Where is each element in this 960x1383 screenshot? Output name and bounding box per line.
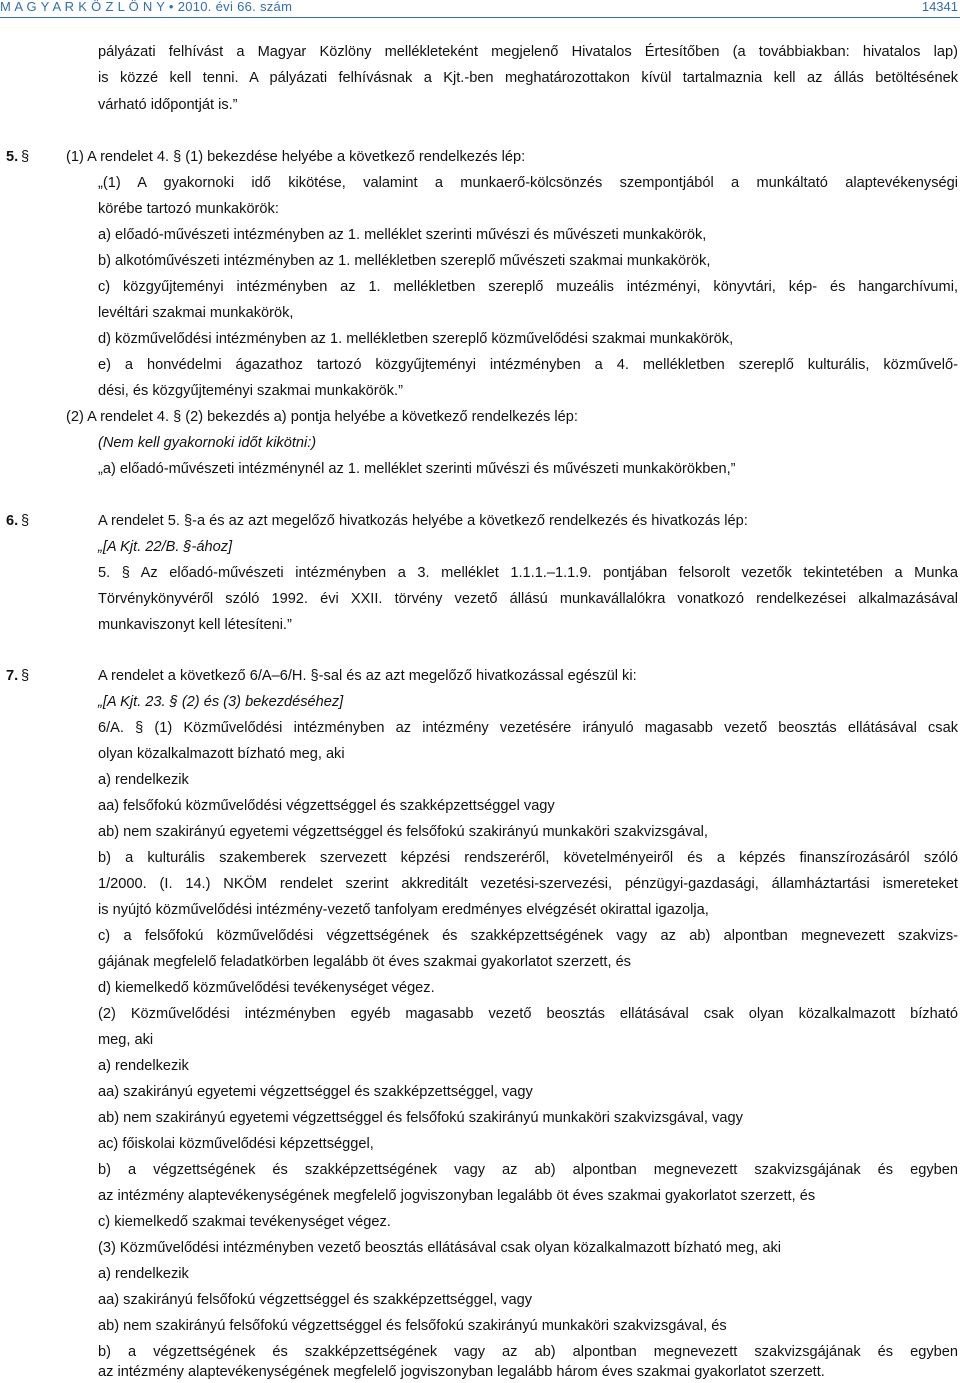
section-sign: § [21, 668, 30, 684]
text-line: dési, és közgyűjteményi szakmai munkakörök.” [98, 383, 403, 399]
text-line: „a) előadó-művészeti intézménynél az 1. melléklet szerinti művészi és művészeti munkakörökben,” [98, 461, 736, 477]
text-line: c) közgyűjteményi intézményben az 1. mellékletben szereplő muzeális intézményi, könyvtári, kép- és hangarchívumi, [98, 279, 958, 295]
text-line: b) alkotóművészeti intézményben az 1. mellékletben szereplő művészeti szakmai munkakörök, [98, 253, 711, 269]
text-line: a) rendelkezik [98, 772, 189, 788]
text-line: pályázati felhívást a Magyar Közlöny mellékleteként megjelenő Hivatalos Értesítőben (a továbbiakban: hivatalos lap) [98, 44, 958, 60]
section-sign: § [21, 149, 30, 165]
text-line: olyan közalkalmazott bízható meg, aki [98, 746, 345, 762]
text-line: 1/2000. (I. 14.) NKÖM rendelet szerint akkreditált vezetési-szervezési, pénzügyi-gazdasági, államháztartási ismereteket [98, 876, 958, 892]
text-line: „[A Kjt. 23. § (2) és (3) bekezdéséhez] [98, 694, 344, 710]
text-line: ab) nem szakirányú egyetemi végzettséggel és felsőfokú szakirányú munkaköri szakvizsgával, vagy [98, 1110, 743, 1126]
text-line: is közzé kell tenni. A pályázati felhívásnak a Kjt.-ben meghatározottakon kívül tartalmaznia kell az állás betöltésének [98, 70, 958, 86]
text-line: (1) A rendelet 4. § (1) bekezdése helyébe a következő rendelkezés lép: [66, 149, 526, 165]
text-line: 6/A. § (1) Közművelődési intézményben az intézmény vezetésére irányuló magasabb vezető beosztás ellátásával csak [98, 720, 958, 736]
text-line: ab) nem szakirányú felsőfokú végzettséggel és felsőfokú szakirányú munkaköri szakvizsgával, és [98, 1318, 727, 1334]
text-line: ab) nem szakirányú egyetemi végzettséggel és felsőfokú szakirányú munkaköri szakvizsgával, [98, 824, 708, 840]
text-line: várható időpontját is.” [98, 97, 238, 113]
text-line: aa) szakirányú egyetemi végzettséggel és szakképzettséggel, vagy [98, 1084, 533, 1100]
text-line: a) rendelkezik [98, 1266, 189, 1282]
text-line: d) közművelődési intézményben az 1. mellékletben szereplő közművelődési szakmai munkakörök, [98, 331, 734, 347]
text-line: a) előadó-művészeti intézményben az 1. melléklet szerinti művészi és művészeti munkakörök, [98, 227, 707, 243]
text-line: e) a honvédelmi ágazathoz tartozó közgyűjteményi intézményben a 4. mellékletben szereplő kulturális, közművelő- [98, 357, 958, 373]
text-line: az intézmény alaptevékenységének megfelelő jogviszonyban legalább három éves szakmai gyakorlatot szerzett. [98, 1364, 825, 1380]
text-line: munkaviszonyt kell létesíteni.” [98, 617, 292, 633]
text-line: A rendelet 5. §-a és az azt megelőző hivatkozás helyébe a következő rendelkezés és hivatkozás lép: [98, 513, 748, 529]
text-line: a) rendelkezik [98, 1058, 189, 1074]
text-line: „[A Kjt. 22/B. §-ához] [98, 539, 233, 555]
page-header [0, 0, 960, 14]
text-line: (2) A rendelet 4. § (2) bekezdés a) pontja helyébe a következő rendelkezés lép: [66, 409, 578, 425]
text-line: 5. § Az előadó-művészeti intézményben a 3. melléklet 1.1.1.–1.1.9. pontjában felsorolt vezetők tekintetében a Munka [98, 565, 958, 581]
section-sign: § [21, 513, 30, 529]
journal-title: M A G Y A R K Ö Z L Ö N Y • 2010. évi 66. szám [0, 0, 293, 14]
text-line: meg, aki [98, 1032, 154, 1048]
text-line: (3) Közművelődési intézményben vezető beosztás ellátásával csak olyan közalkalmazott bízható meg, aki [98, 1240, 782, 1256]
text-line: b) a végzettségének és szakképzettségének vagy az ab) alpontban megnevezett szakvizsgájának és egyben [98, 1162, 958, 1178]
text-line: aa) felsőfokú közművelődési végzettséggel és szakképzettséggel vagy [98, 798, 555, 814]
page-number: 14341 [921, 0, 958, 14]
text-line: levéltári szakmai munkakörök, [98, 305, 294, 321]
section-number: 6. [6, 513, 19, 529]
text-line: b) a kulturális szakemberek szervezett képzési rendszeréről, követelményeiről és a képzés finanszírozásáról szóló [98, 850, 958, 866]
text-line: ac) főiskolai közművelődési képzettséggel, [98, 1136, 374, 1152]
text-line: (2) Közművelődési intézményben egyéb magasabb vezető beosztás ellátásával csak olyan közalkalmazott bízható [98, 1006, 958, 1022]
text-line: d) kiemelkedő közművelődési tevékenységet végez. [98, 980, 435, 996]
section-number: 7. [6, 668, 19, 684]
text-line: c) kiemelkedő szakmai tevékenységet végez. [98, 1214, 391, 1230]
text-line: Törvénykönyvéről szóló 1992. évi XXII. törvény vezető állású munkavállalókra vonatkozó rendelkezései alkalmazásával [98, 591, 958, 607]
text-line: aa) szakirányú felsőfokú végzettséggel és szakképzettséggel, vagy [98, 1292, 533, 1308]
text-line: (Nem kell gyakornoki időt kikötni:) [98, 435, 317, 451]
header-rule [0, 17, 960, 18]
text-line: körébe tartozó munkakörök: [98, 201, 279, 217]
text-line: b) a végzettségének és szakképzettségének vagy az ab) alpontban megnevezett szakvizsgájának és egyben [98, 1344, 958, 1360]
text-line: c) a felsőfokú közművelődési végzettségének és szakképzettségének vagy az ab) alpontban megnevezett szakvizs- [98, 928, 958, 944]
text-line: „(1) A gyakornoki idő kikötése, valamint a munkaerő-kölcsönzés szempontjából a munkáltató alaptevékenységi [98, 175, 958, 191]
text-line: A rendelet a következő 6/A–6/H. §-sal és az azt megelőző hivatkozással egészül ki: [98, 668, 637, 684]
section-number: 5. [6, 149, 19, 165]
text-line: gájának megfelelő feladatkörben legalább öt éves szakmai gyakorlatot szerzett, és [98, 954, 631, 970]
text-line: az intézmény alaptevékenységének megfelelő jogviszonyban legalább öt éves szakmai gyakorlatot szerzett, és [98, 1188, 816, 1204]
text-line: is nyújtó közművelődési intézmény-vezető tanfolyam eredményes elvégzését okirattal igazolja, [98, 902, 709, 918]
